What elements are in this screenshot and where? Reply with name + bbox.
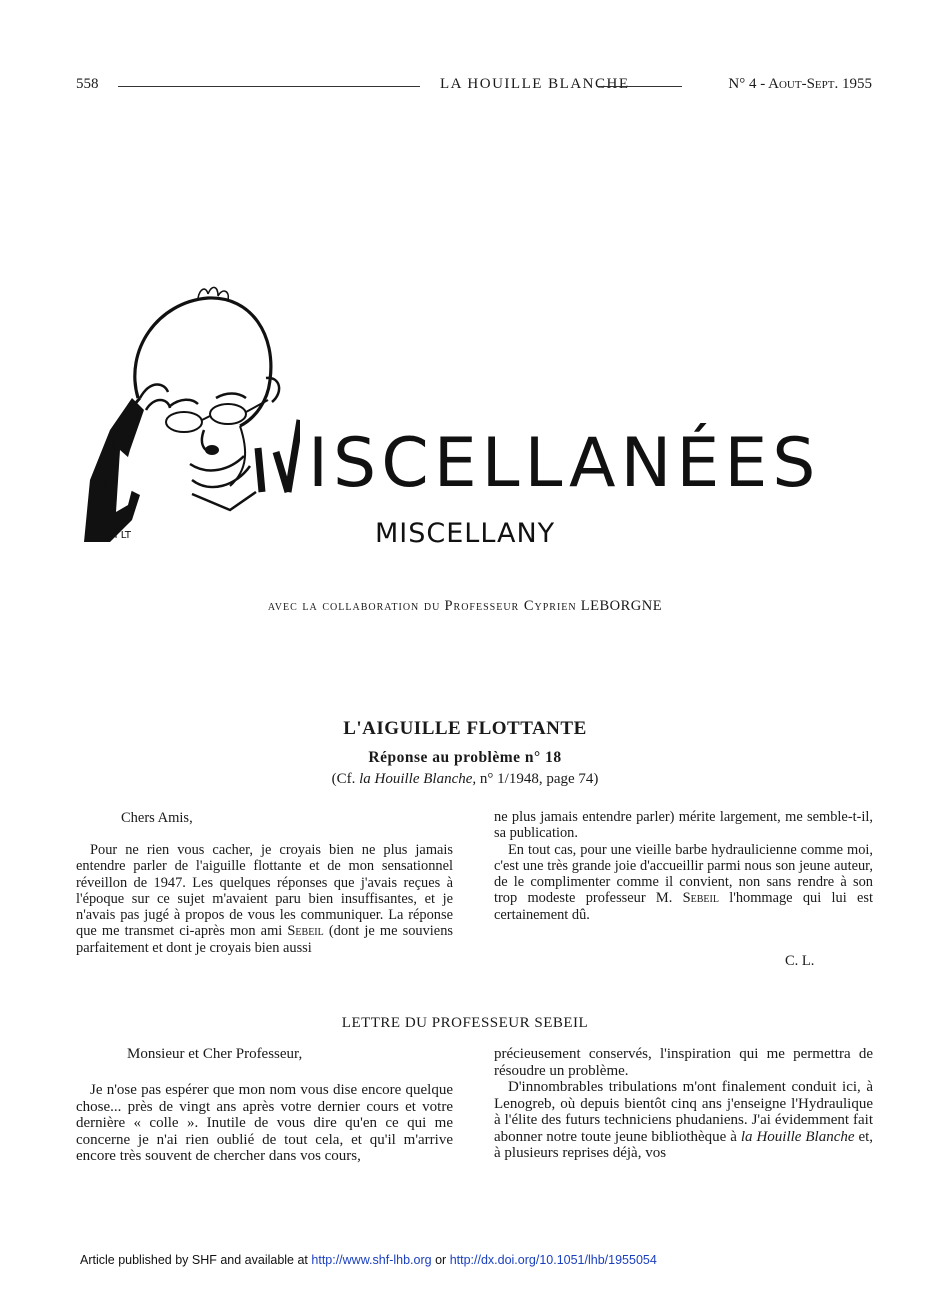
journal-name: LA HOUILLE BLANCHE — [440, 76, 630, 92]
footer-link-shf[interactable]: http://www.shf-lhb.org — [311, 1253, 432, 1267]
letter-heading: LETTRE DU PROFESSEUR SEBEIL — [341, 1015, 589, 1031]
letter-paragraph-cont: précieusement conservés, l'inspiration qui me permettra de résoudre un problème. — [494, 1046, 873, 1079]
page-number: 558 — [76, 76, 99, 92]
intro-text-2-cont: l'hommage qui lui est certainement dû. — [494, 890, 873, 923]
ref-open: (Cf. — [331, 771, 356, 787]
header-rule-left — [118, 86, 420, 87]
collab-surname: LEBORGNE — [580, 598, 663, 614]
footer-publication-note — [80, 1253, 657, 1267]
intro-text-cont: (dont je me souviens parfaitement et dont je croyais bien aussi — [76, 923, 453, 956]
issue-info: N° 4 - Aout-Sept. 1955 — [728, 76, 872, 92]
collab-name: Professeur Cyprien — [444, 598, 577, 614]
artist-signature: H LT — [110, 530, 132, 541]
intro-salutation: Chers Amis, — [121, 810, 193, 826]
section-subtitle: MISCELLANY — [375, 518, 556, 549]
collaboration-line — [0, 598, 930, 615]
letter-paragraph-2 — [494, 1079, 873, 1162]
ref-rest: n° 1/1948, page 74) — [479, 771, 599, 787]
intro-paragraph — [76, 842, 453, 956]
header-rule-right — [598, 86, 682, 87]
ref-journal: la Houille Blanche, — [359, 771, 477, 787]
intro-paragraph-2 — [494, 842, 873, 923]
footer-or: or — [435, 1253, 447, 1267]
letter-text-2: D'innombrables tribulations m'ont finalement conduit ici, à Lenogreb, où depuis bientôt cinq ans j'enseigne l'Hydraulique à l'élite des futurs techniciens phudaniens. J'ai évidemment fait abonner notre toute jeune bibliothèque à — [494, 1079, 873, 1145]
section-title: ISCELLANÉES — [308, 424, 821, 503]
collab-prefix: avec la collaboration du — [267, 598, 441, 614]
letter-text-2-cont: et, à plusieurs reprises déjà, vos — [494, 1128, 874, 1161]
intro-name-2: Sebeil — [682, 890, 719, 907]
intro-text-2: En tout cas, pour une vieille barbe hydraulicienne comme moi, c'est une très grande joie d'accueillir parmi nous son jeune auteur, de le complimenter comme il convient, non sans rendre à son trop modeste professeur M. — [494, 841, 873, 907]
letter-left-column — [76, 1082, 453, 1165]
footer-prefix: Article published by SHF and available at — [80, 1253, 308, 1267]
article-response-line: Réponse au problème n° 18 — [368, 749, 562, 766]
intro-text: Pour ne rien vous cacher, je croyais bien ne plus jamais entendre parler de l'aiguille flottante et de mon sensationnel réveillon de 1947. Les quelques réponses que j'avais reçues à l'époque sur ce sujet m'avaient paru bien insuffisantes, et je n'avais pas jugé à propos de vous les communiquer. La réponse que me transmet ci-après mon ami — [76, 842, 453, 940]
letter-paragraph: Je n'ose pas espérer que mon nom vous dise encore quelque chose... près de vingt ans après votre dernier cours et votre dernière « colle ». Inutile de vous dire qu'en ce qui me concerne je n'ai rien oublié de tout cela, et qu'il m'arrive encore très souvent de chercher dans vos cours, — [76, 1082, 453, 1164]
letter-salutation: Monsieur et Cher Professeur, — [127, 1046, 303, 1062]
professor-caricature-illustration — [80, 280, 300, 550]
article-title: L'AIGUILLE FLOTTANTE — [343, 718, 587, 739]
intro-right-column — [494, 809, 873, 923]
running-head — [76, 76, 872, 96]
intro-left-column — [76, 842, 453, 956]
letter-right-column — [494, 1046, 873, 1162]
footer-link-doi[interactable]: http://dx.doi.org/10.1051/lhb/1955054 — [449, 1253, 657, 1267]
article-reference — [0, 771, 930, 788]
letter-journal: la Houille Blanche — [740, 1128, 855, 1145]
intro-name: Sebeil — [287, 923, 324, 940]
intro-paragraph-cont: ne plus jamais entendre parler) mérite largement, me semble-t-il, sa publication. — [494, 809, 873, 842]
intro-signature: C. L. — [785, 953, 815, 969]
